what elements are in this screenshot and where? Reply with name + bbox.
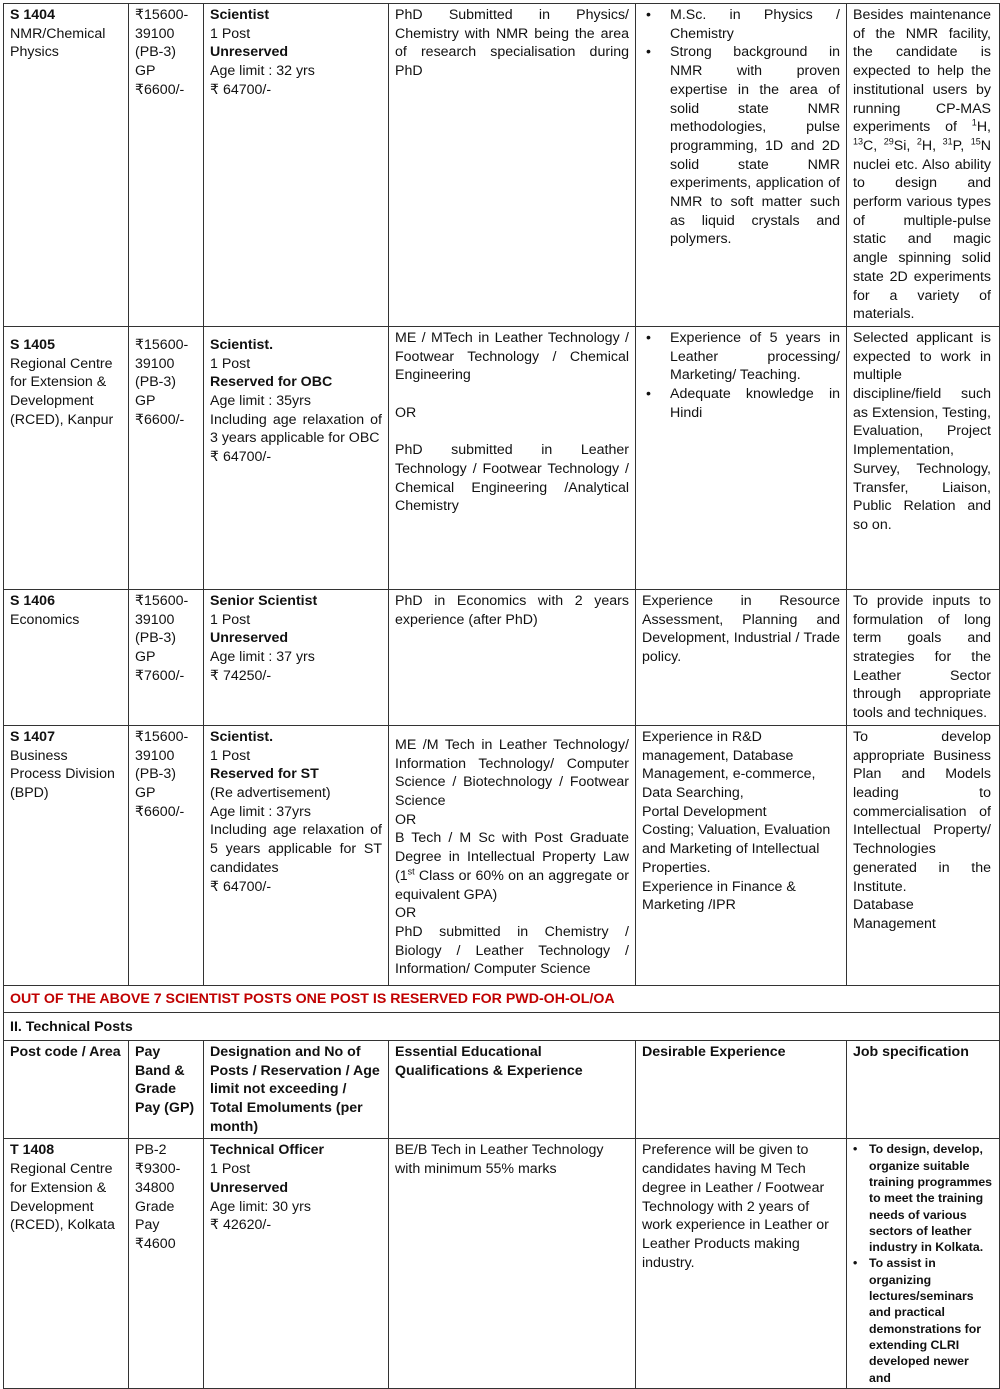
column-header: Pay Band & Grade Pay (GP) (129, 1040, 204, 1139)
posts: 1 Post (210, 1161, 251, 1178)
age-limit: Age limit : 37yrs (210, 803, 311, 820)
table-header-row (4, 1040, 1000, 1139)
pay-line: ₹6600/- (135, 81, 185, 98)
experience-line: Portal Development (642, 803, 767, 820)
pay-line: GP (135, 784, 156, 801)
qualification: ME / MTech in Leather Technology / Footwear Technology / Chemical Engineering (395, 329, 629, 384)
reservation-notice: OUT OF THE ABOVE 7 SCIENTIST POSTS ONE POST IS RESERVED FOR PWD-OH-OL/OA (4, 985, 1000, 1012)
qualification-cell (389, 1139, 636, 1388)
experience-line: and Marketing of Intellectual (642, 841, 820, 858)
pay-cell (129, 326, 204, 589)
age-limit: Age limit: 30 yrs (210, 1198, 311, 1215)
job-spec: To develop appropriate Business Plan and Models leading to commercialisation of Intellectual Property/ Technologies generated in the Institute. (853, 728, 991, 895)
reservation: Reserved for ST (210, 766, 319, 783)
pay-line: ₹6600/- (135, 803, 185, 820)
list-item: • Experience of 5 years in Leather processing/ Marketing/ Teaching. (642, 329, 840, 385)
pay-line: ₹15600- (135, 728, 189, 745)
designation: Scientist (210, 7, 270, 23)
age-limit: Age limit : 35yrs (210, 393, 311, 410)
pay-line: Grade (135, 1198, 175, 1215)
qualification: ME /M Tech in Leather Technology/ Information Technology/ Computer Science / Biotechnology / Footwear Science (395, 736, 629, 809)
pay-line: 39100 (135, 611, 175, 628)
pay-line: ₹9300- (135, 1161, 181, 1178)
experience-line: Marketing /IPR (642, 897, 736, 914)
pay-line: GP (135, 63, 156, 80)
qualification-cell (389, 4, 636, 327)
emoluments: ₹ 74250/- (210, 667, 272, 684)
post-code: S 1407 (10, 728, 55, 745)
designation-cell (204, 1139, 389, 1388)
qualification: PhD submitted in Leather Technology / Footwear Technology / Chemical Engineering /Analytical Chemistry (395, 442, 629, 515)
qualification: PhD in Economics with 2 years experience (after PhD) (395, 592, 629, 628)
column-header: Job specification (847, 1040, 1000, 1139)
pay-line: 39100 (135, 747, 175, 764)
experience-cell (636, 589, 847, 725)
experience-cell (636, 4, 847, 327)
list-item: • M.Sc. in Physics / Chemistry (642, 6, 840, 43)
re-advertisement: (Re advertisement) (210, 784, 331, 801)
list-item: • Adequate knowledge in Hindi (642, 385, 840, 422)
experience: Preference will be given to candidates having M Tech degree in Leather / Footwear Technology with 2 years of work experience in Leather or Leather Products making industry. (642, 1142, 829, 1271)
designation: Scientist. (210, 728, 274, 745)
pay-line: (PB-3) (135, 44, 176, 61)
qualification-cell (389, 326, 636, 589)
post-code-cell (4, 4, 129, 327)
pay-line: (PB-3) (135, 374, 176, 391)
recruitment-table (3, 3, 1000, 1389)
post-code-cell (4, 725, 129, 985)
pay-line: ₹7600/- (135, 667, 185, 684)
emoluments: ₹ 64700/- (210, 449, 272, 466)
section-title: II. Technical Posts (4, 1012, 1000, 1040)
job-spec: To provide inputs to formulation of long term goals and strategies for the Leather Sector through appropriate tools and techniques. (853, 592, 991, 722)
age-limit: Age limit : 32 yrs (210, 63, 315, 80)
post-code: S 1406 (10, 592, 55, 609)
job-cell (847, 725, 1000, 985)
experience-line: Costing; Valuation, Evaluation (642, 822, 831, 839)
list-item: • To design, develop, organize suitable training programmes to meet the training needs of various sectors of leather industry in Kolkata. (851, 1141, 993, 1255)
age-relaxation: Including age relaxation of 3 years applicable for OBC (210, 411, 382, 447)
pay-cell (129, 1139, 204, 1388)
experience-line: Properties. (642, 859, 711, 876)
posts: 1 Post (210, 747, 251, 764)
qualification-cell (389, 725, 636, 985)
post-code-cell (4, 589, 129, 725)
pay-cell (129, 589, 204, 725)
pay-line: Pay (135, 1217, 160, 1234)
qualification: PhD submitted in Chemistry / Biology / Leather Technology / Information/ Computer Science (395, 923, 629, 978)
column-header: Designation and No of Posts / Reservation / Age limit not exceeding / Total Emoluments (per month) (204, 1040, 389, 1139)
experience-cell (636, 326, 847, 589)
job-cell (847, 4, 1000, 327)
age-relaxation: Including age relaxation of 5 years applicable for ST candidates (210, 822, 382, 876)
pay-line: PB-2 (135, 1142, 167, 1159)
pay-line: ₹15600- (135, 336, 189, 353)
experience-cell (636, 1139, 847, 1388)
post-code: S 1404 (10, 7, 55, 23)
post-area: NMR/Chemical Physics (10, 25, 106, 61)
list-item: • To assist in organizing lectures/seminars and practical demonstrations for extending CLRI developed newer and (851, 1255, 993, 1385)
pay-line: ₹15600- (135, 592, 189, 609)
post-code: T 1408 (10, 1142, 55, 1159)
job-cell (847, 589, 1000, 725)
table-row (4, 1139, 1000, 1388)
post-code-cell (4, 326, 129, 589)
experience-line: management, Database (642, 747, 794, 764)
or-separator: OR (395, 905, 417, 922)
table-row (4, 326, 1000, 589)
posts: 1 Post (210, 611, 251, 628)
reservation: Reserved for OBC (210, 374, 333, 391)
post-area: Economics (10, 611, 80, 628)
or-separator: OR (395, 811, 417, 828)
experience: Experience in Resource Assessment, Planning and Development, Industrial / Trade policy. (642, 592, 840, 666)
experience-cell (636, 725, 847, 985)
designation-cell (204, 589, 389, 725)
reservation: Unreserved (210, 44, 289, 61)
pay-line: 39100 (135, 355, 175, 372)
experience-line: Experience in Finance & (642, 878, 796, 895)
post-area: Regional Centre for Extension & Development (RCED), Kanpur (10, 355, 114, 428)
job-spec: Database Management (853, 897, 936, 932)
table-row (4, 4, 1000, 327)
qualification: PhD Submitted in Physics/ Chemistry with NMR being the area of research specialisation during PhD (395, 7, 629, 80)
designation-cell (204, 326, 389, 589)
post-code-cell (4, 1139, 129, 1388)
posts: 1 Post (210, 355, 251, 372)
pay-line: GP (135, 393, 156, 410)
column-header: Post code / Area (4, 1040, 129, 1139)
reservation: Unreserved (210, 1179, 289, 1196)
column-header: Essential Educational Qualifications & Experience (389, 1040, 636, 1139)
pay-line: (PB-3) (135, 766, 176, 783)
job-cell (847, 326, 1000, 589)
table-row (4, 1012, 1000, 1040)
table-row (4, 985, 1000, 1012)
job-spec: Selected applicant is expected to work in multiple discipline/field such as Extension, Testing, Evaluation, Project Implementation, Survey, Technology, Transfer, Liaison, Public Relation and so on. (853, 329, 991, 533)
pay-cell (129, 4, 204, 327)
job-cell (847, 1139, 1000, 1388)
post-code: S 1405 (10, 336, 55, 353)
pay-line: 34800 (135, 1179, 175, 1196)
emoluments: ₹ 42620/- (210, 1217, 272, 1234)
post-area: Regional Centre for Extension & Development (RCED), Kolkata (10, 1161, 115, 1234)
posts: 1 Post (210, 25, 251, 42)
experience-line: Experience in R&D (642, 728, 762, 745)
designation: Scientist. (210, 336, 274, 353)
pay-line: ₹15600- (135, 7, 189, 23)
qualification: BE/B Tech in Leather Technology with minimum 55% marks (395, 1142, 604, 1178)
pay-line: ₹4600 (135, 1235, 176, 1252)
emoluments: ₹ 64700/- (210, 878, 272, 895)
job-spec: Besides maintenance of the NMR facility, the candidate is expected to help the institutional users by running CP-MAS experiments of $^1$H, $^{13}$C, $^{29}$Si, $^2$H, $^{31}$P, $^{15}$N nuclei etc. Also ability to design and perform various types of multiple-pulse static and magic angle spinning solid state 2D experiments for a variety of materials. (853, 7, 991, 323)
reservation: Unreserved (210, 630, 289, 647)
designation: Senior Scientist (210, 592, 318, 609)
pay-line: ₹6600/- (135, 411, 185, 428)
table-row (4, 589, 1000, 725)
designation-cell (204, 4, 389, 327)
experience-line: Management, e-commerce, (642, 766, 816, 783)
pay-line: 39100 (135, 25, 175, 42)
designation-cell (204, 725, 389, 985)
pay-line: (PB-3) (135, 630, 176, 647)
age-limit: Age limit : 37 yrs (210, 649, 315, 666)
experience-line: Data Searching, (642, 784, 744, 801)
column-header: Desirable Experience (636, 1040, 847, 1139)
pay-cell (129, 725, 204, 985)
list-item: • Strong background in NMR with proven expertise in the area of solid state NMR methodologies, pulse programming, 1D and 2D solid state NMR experiments, application of NMR to soft matter such as liquid crystals and polymers. (642, 43, 840, 249)
qualification: B Tech / M Sc with Post Graduate Degree in Intellectual Property Law (1st Class or 60% on an aggregate or equivalent GPA) (395, 830, 629, 903)
emoluments: ₹ 64700/- (210, 81, 272, 98)
pay-line: GP (135, 649, 156, 666)
or-separator: OR (395, 404, 417, 421)
qualification-cell (389, 589, 636, 725)
table-row (4, 725, 1000, 985)
post-area: Business Process Division (BPD) (10, 747, 115, 801)
designation: Technical Officer (210, 1142, 325, 1159)
